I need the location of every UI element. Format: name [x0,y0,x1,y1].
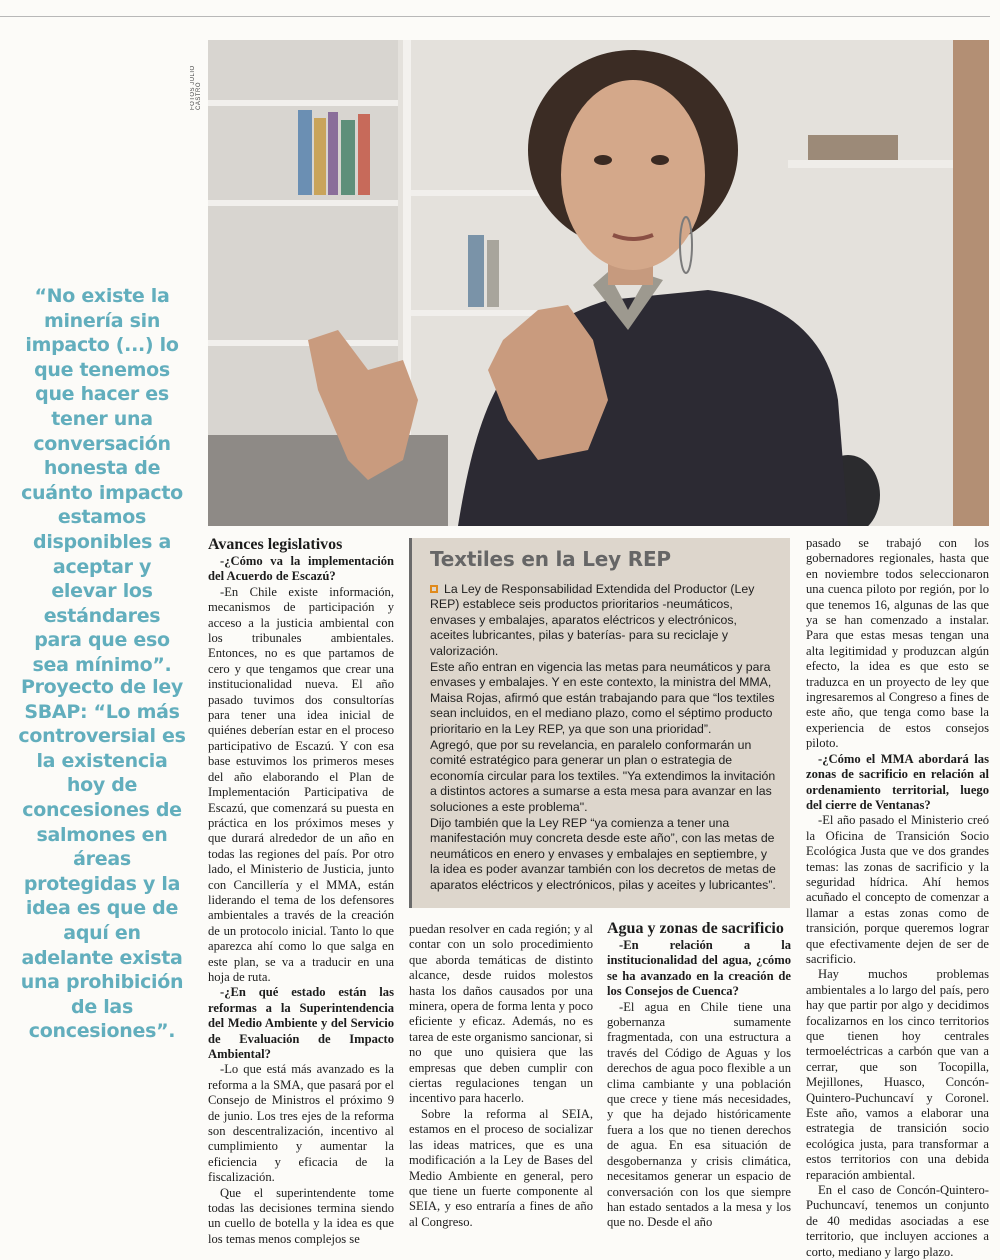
box-title: Textiles en la Ley REP [430,547,671,571]
paragraph-superintendente: Que el superintendente tome todas las decisiones termina siendo un cuello de botella y la idea es que los temas menos complejos se [208,1185,394,1246]
article-column-1 [208,536,394,1247]
question-agua: -En relación a la institucionalidad del agua, ¿cómo se ha avanzado en la creación de los Consejos de Cuenca? [607,938,791,999]
answer-zonas: -El año pasado el Ministerio creó la Oficina de Transición Socio Ecológica Justa que ve dos grandes temas: las zonas de sacrificio y la seguridad hídrica. Ahí hemos acuñado el concepto de comenzar a llamar a estas zonas como de transición, porque queremos lograr que efectivamente dejen de ser de sacrificio. [806,813,989,966]
photo-illustration [208,40,989,526]
answer-reformas: -Lo que está más avanzado es la reforma a la SMA, que pasará por el Consejo de Ministros el próximo 9 de junio. Los tres ejes de la reforma son descentralización, incentivo al cumplimiento y aumentar la eficiencia y eficacia de la fiscalización. [208,1062,394,1185]
paragraph-concon: En el caso de Concón-Quintero-Puchuncaví, tenemos un conjunto de 40 medidas asociadas a ese territorio, que incluyen acciones a corto, mediano y largo plazo. [806,1183,989,1259]
article-column-3 [607,920,791,1231]
box-paragraph-4: Dijo también que la Ley REP “ya comienza a tener una manifestación muy concreta desde este año”, con las metas de neumáticos en enero y envases y embalajes en septiembre, y la idea es poder avanzar también con los decretos de metas de aparatos eléctricos y electrónicos, pilas y aceites y lubricantes”. [430,815,776,892]
box-paragraph-2: Este año entran en vigencia las metas para neumáticos y para envases y embalajes. Y en este contexto, la ministra del MMA, Maisa Rojas, afirmó que están trabajando para que “los textiles sean incluidos, en el mediano plazo, como el séptimo producto prioritario en la Ley REP, ya que son una prioridad”. [430,659,775,736]
question-zonas: -¿Cómo el MMA abordará las zonas de sacrificio en relación al ordenamiento territorial, luego del cierre de Ventanas? [806,751,989,812]
paragraph-sma-continued: puedan resolver en cada región; y al contar con un solo procedimiento que aborda temáticas de distinto alcance, desde ruidos molestos hasta los daños causados por una minera, opera de forma lenta y poco eficiente y eficaz. Además, no es tarea de este organismo sancionar, si no que uno quisiera que las empresas que deben cumplir con ciertas regulaciones tengan un incentivo para hacerlo. [409,922,593,1106]
pull-quote-mineria: “No existe la minería sin impacto (...) lo que tenemos que hacer es tener una conversación honesta de cuánto impacto estamos disponibles a aceptar y elevar los estándares para que eso sea mínimo”. [21,285,183,676]
subhead-avances: Avances legislativos [208,536,343,553]
article-column-2 [409,922,593,1230]
article-column-4 [806,536,989,1260]
answer-agua: -El agua en Chile tiene una gobernanza sumamente fragmentada, con una estructura a través del Código de Aguas y los derechos de agua poco flexible a un clima cambiante y una población que crece y tiene más necesidades, y que ha dejado históricamente fuera a los que no tienen derechos de agua. En esa situación de desgobernanza y crisis climática, necesitamos generar un espacio de conversación con los que siempre han estado sentados a la mesa y los que no. Desde el año [607,999,791,1230]
photo-credit: FOTOS JULIO CASTRO [190,65,202,110]
top-rule [0,16,990,17]
answer-escazu: -En Chile existe información, mecanismos de participación y acceso a la justicia ambiental con los tribunales ambientales. Entonces, no es que partamos de cero y que tengamos que crear una institucionalidad nueva. El año pasado tuvimos dos consultorías para tener una idea inicial de quiénes deberían estar en el proceso participativo de Escazú. Y con esa base estuvimos los primeros meses del año elaborando el Plan de Implementación Participativa de Escazú, que comenzará su puesta en práctica en los próximos meses y que durará alrededor de un año en todas las regiones del país. Por otro lado, el Ministerio de Justicia, junto con Cancillería y el MMA, están liderando el tema de los defensores ambientales a través de la creación de un protocolo inicial. Tanto lo que aparezca ahí como lo que salga en este plan, se va a traducir en una hoja de ruta. [208,584,394,984]
pull-quote-sbap: Proyecto de ley SBAP: “Lo más controversial es la existencia hoy de concesiones de salmones en áreas protegidas y la idea es que de aquí en adelante exista una prohibición de las concesiones”. [18,676,186,1043]
box-paragraph-1-text: La Ley de Responsabilidad Extendida del Productor (Ley REP) establece seis productos prioritarios -neumáticos, envases y embalajes, aparatos eléctricos y electrónicos, aceites lubricantes, pilas y baterías- para su reciclaje y valorización. [430,581,755,658]
paragraph-seia: Sobre la reforma al SEIA, estamos en el proceso de socializar las ideas matrices, que es una modificación a la Ley de Bases del Medio Ambiente en general, pero que tiene un fuerte componente al SEIA, y eso entraría a fines de año al Congreso. [409,1106,593,1229]
question-reformas: -¿En qué estado están las reformas a la Superintendencia del Medio Ambiente y del Servicio de Evaluación de Impacto Ambiental? [208,985,394,1061]
box-paragraph-1 [430,582,776,660]
question-escazu: -¿Cómo va la implementación del Acuerdo de Escazú? [208,554,394,584]
paragraph-consejos-continued: pasado se trabajó con los gobernadores regionales, hasta que en noviembre todos seleccionaron una cuenca piloto por región, por lo que tenemos 16, algunas de las que ya se han comenzado a instalar. Para que estas mesas tengan una alta legitimidad y produzcan algún efecto, la idea es que esto se traduzca en un proyecto de ley que ingresaremos al Congreso a fines de este año, que tenga como base la experiencia de estos consejos piloto. [806,536,989,751]
box-paragraph-3: Agregó, que por su revelancia, en paralelo conformarán un comité estratégico para generar un plan o estrategia de economía circular para los textiles. "Ya extendimos la invitación a distintos actores a sumarse a esta mesa para avanzar en las soluciones a este problema". [430,737,776,814]
interview-photo [208,40,989,526]
sidebar-box-textiles [409,538,790,908]
square-bullet-icon [430,585,438,593]
subhead-agua: Agua y zonas de sacrificio [607,920,784,937]
paragraph-problemas: Hay muchos problemas ambientales a lo largo del país, pero hay que partir por algo y decidimos focalizarnos en los cinco territorios que tienen hoy centrales termoeléctricas a carbón que van a cerrar, que son Tocopilla, Mejillones, Huasco, Concón-Quintero-Puchuncaví y Coronel. Este año, vamos a elaborar una estrategia de transición socio ecológica justa, para transformar a estos territorios con una debida reparación ambiental. [806,967,989,1182]
